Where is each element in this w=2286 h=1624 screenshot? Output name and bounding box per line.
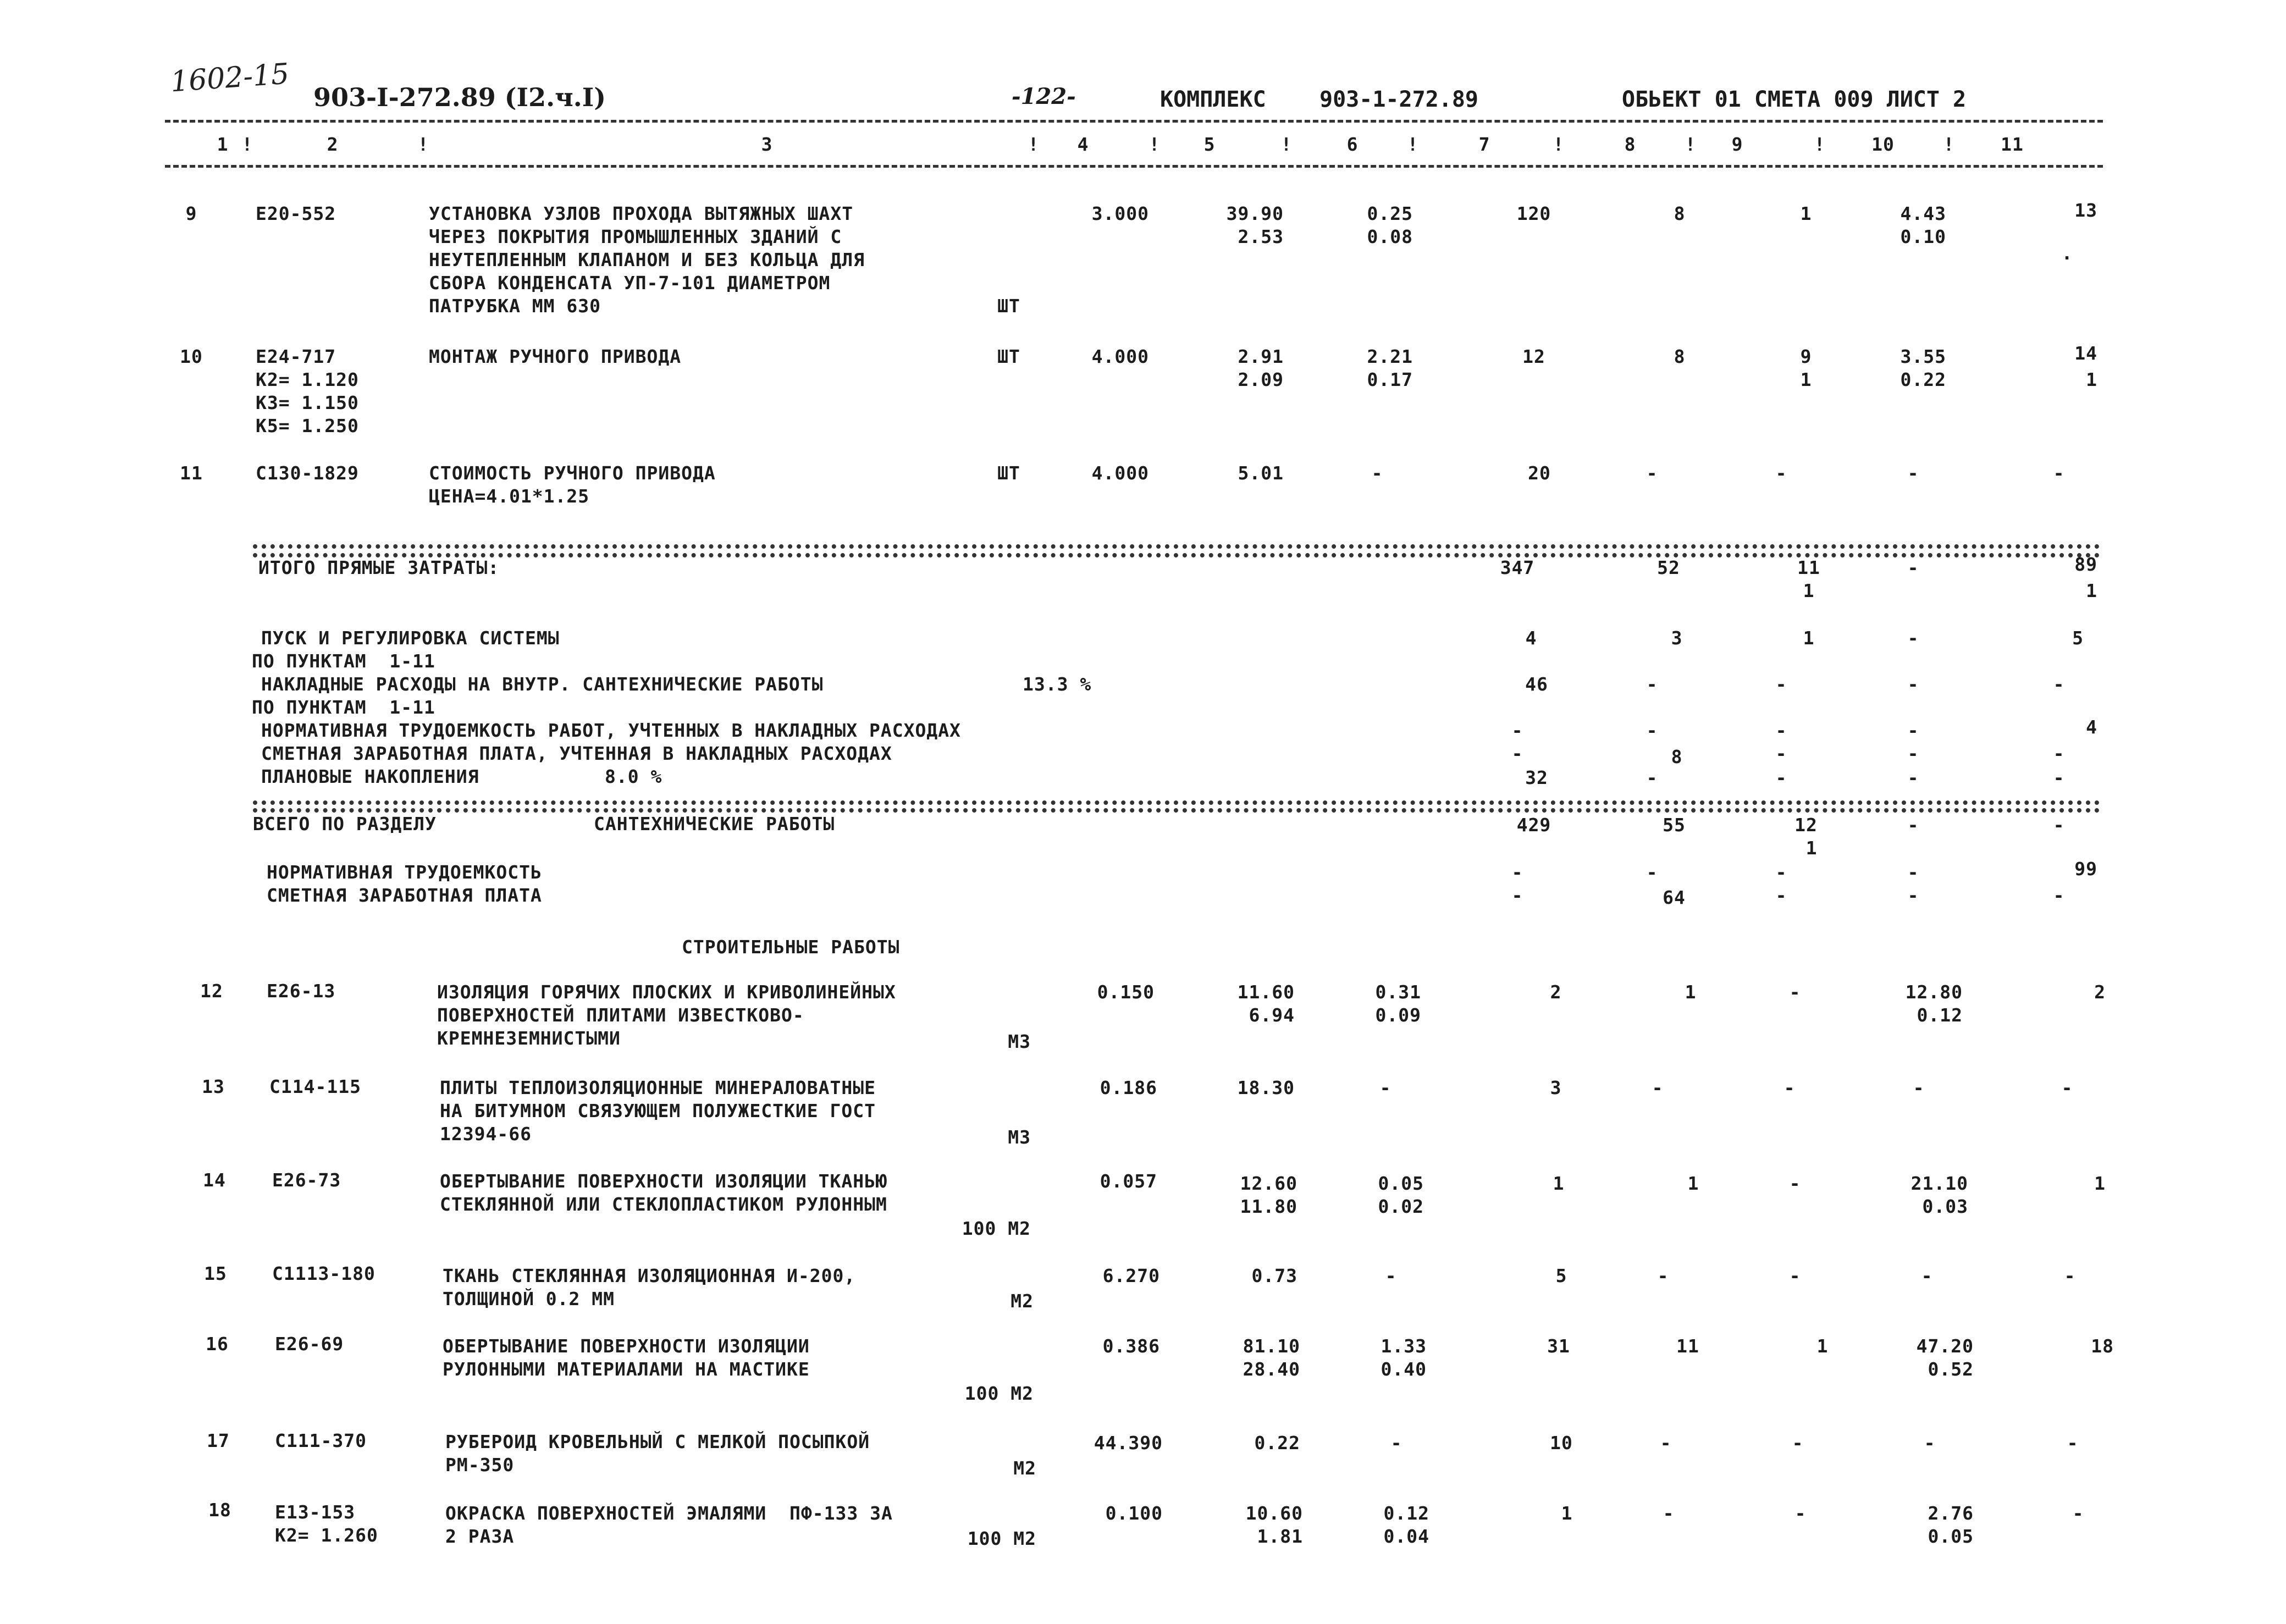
header-rule-top [165,120,2103,123]
unit: М2 [1013,1457,1036,1479]
rate-code: Е26-69 [275,1333,344,1355]
coefficient: К3= 1.150 [256,392,359,413]
work-description: СТОИМОСТЬ РУЧНОГО ПРИВОДА [429,462,716,484]
total-cost: 32 [1525,767,1548,788]
total-cost: 46 [1525,673,1548,695]
rate-code: Е26-13 [267,980,336,1002]
rate-code: Е20-552 [256,203,336,224]
machine-cost: - [1775,743,1787,764]
unit-price: 81.10 [1243,1335,1300,1357]
work-description: РУБЕРОИД КРОВЕЛЬНЫЙ С МЕЛКОЙ ПОСЫПКОЙ [445,1431,870,1452]
savings-percent: 8.0 % [605,766,662,787]
labor-value: - [1924,1432,1936,1454]
unit: 100 М2 [964,1383,1034,1404]
total-label: ИТОГО ПРЯМЫЕ ЗАТРАТЫ: [258,557,500,578]
work-description: НА БИТУМНОМ СВЯЗУЮЩЕМ ПОЛУЖЕСТКИЕ ГОСТ [440,1100,876,1122]
col11-value: - [2053,462,2065,484]
unit-price: 10.60 [1245,1503,1303,1524]
labor-value-2: 0.03 [1922,1196,1968,1217]
complex-code: 903-1-272.89 [1319,87,1478,112]
section-total-label: ВСЕГО ПО РАЗДЕЛУ [253,813,437,835]
machine-cost: 11 [1797,557,1820,578]
col11-value: - [2053,743,2065,764]
rate-code: С111-370 [275,1430,367,1451]
col-10: 10 [1871,134,1895,155]
machine-cost: 1 [1803,627,1815,649]
dotted-rule [253,544,2100,549]
machine-cost: 1 [1816,1335,1829,1357]
col6-value: 0.05 [1378,1173,1424,1194]
work-description: КРЕМНЕЗЕМНИСТЫМИ [437,1028,621,1049]
quantity: 44.390 [1094,1432,1163,1454]
col11-value: - [2067,1432,2079,1454]
total-cost: 1 [1553,1173,1565,1194]
dotted-rule [253,800,2100,805]
rate-code: Е26-73 [272,1169,341,1191]
machine-cost: - [1794,1503,1807,1524]
machine-cost: - [1789,981,1801,1003]
quantity: 0.386 [1102,1335,1160,1357]
unit-price: 39.90 [1226,203,1284,224]
rate-code: С130-1829 [256,462,359,484]
work-description: МОНТАЖ РУЧНОГО ПРИВОДА [429,346,682,367]
machine-cost: - [1789,1265,1801,1286]
unit-price: 0.22 [1254,1432,1300,1454]
machine-cost: - [1775,767,1787,788]
unit-price-wage: 6.94 [1249,1004,1295,1026]
quantity: 0.100 [1105,1503,1163,1524]
labor-value: - [1907,814,1919,836]
total-cost: 31 [1547,1335,1570,1357]
unit: ШТ [997,462,1020,484]
work-description: ОБЕРТЫВАНИЕ ПОВЕРХНОСТИ ИЗОЛЯЦИИ [443,1335,810,1357]
dotted-rule [253,808,2100,813]
total-cost: 4 [1525,627,1537,649]
labor-value: - [1913,1077,1925,1098]
startup-label: ПУСК И РЕГУЛИРОВКА СИСТЕМЫ [261,627,560,649]
col11-value: - [2061,1077,2073,1098]
machine-cost: 1 [1800,203,1812,224]
machine-cost: - [1783,1077,1796,1098]
wage-cost: 8 [1674,203,1686,224]
items-label: ПО ПУНКТАМ 1-11 [252,697,435,718]
machine-cost: 12 [1794,814,1818,836]
unit: ШТ [997,346,1020,367]
overhead-label: НАКЛАДНЫЕ РАСХОДЫ НА ВНУТР. САНТЕХНИЧЕСКИЕ РАБОТЫ [261,673,824,695]
work-description: ОКРАСКА ПОВЕРХНОСТЕЙ ЭМАЛЯМИ ПФ-133 ЗА [445,1503,893,1524]
col6-value-2: 0.40 [1381,1358,1427,1380]
wage-cost: - [1646,861,1658,883]
col6-value-2: 0.17 [1367,369,1413,390]
unit-price-wage: 11.80 [1240,1196,1297,1217]
unit: М3 [1008,1126,1031,1148]
unit: ШТ [997,295,1020,317]
machine-cost: - [1792,1432,1804,1454]
wage-cost: - [1646,720,1658,741]
labor-value-2: 0.10 [1900,226,1946,247]
norm-labor-label: НОРМАТИВНАЯ ТРУДОЕМКОСТЬ [267,861,542,883]
labor-value: - [1907,673,1919,695]
row-number: 10 [180,346,203,367]
total-cost: 1 [1561,1503,1573,1524]
unit: 100 М2 [967,1528,1036,1549]
total-cost: 12 [1522,346,1545,367]
price-formula: ЦЕНА=4.01*1.25 [429,485,590,507]
wage-label: СМЕТНАЯ ЗАРАБОТНАЯ ПЛАТА [267,885,542,906]
header-rule-bottom [165,165,2103,168]
unit-price: 18.30 [1237,1077,1295,1098]
col6-value: 0.25 [1367,203,1413,224]
norm-labor-label: НОРМАТИВНАЯ ТРУДОЕМКОСТЬ РАБОТ, УЧТЕННЫХ В НАКЛАДНЫХ РАСХОДАХ [261,720,961,741]
col11-value: 18 [2091,1335,2114,1357]
savings-label: ПЛАНОВЫЕ НАКОПЛЕНИЯ [261,766,479,787]
machine-cost: - [1789,1173,1801,1194]
coefficient: К2= 1.260 [275,1524,378,1546]
col-sep: ! [1553,134,1565,155]
work-description: 12394-66 [440,1123,532,1145]
labor-value: 2.76 [1928,1503,1974,1524]
wage-cost: - [1646,767,1658,788]
work-description: ПЛИТЫ ТЕПЛОИЗОЛЯЦИОННЫЕ МИНЕРАЛОВАТНЫЕ [440,1077,876,1098]
col-sep: ! [1148,134,1161,155]
unit-price-wage: 1.81 [1257,1526,1303,1547]
unit: М2 [1011,1290,1034,1312]
rate-code: С1113-180 [272,1263,376,1284]
labor-value: - [1907,720,1919,741]
machine-cost: - [1775,673,1787,695]
wage-cost: - [1646,673,1658,695]
col6-value: 0.31 [1375,981,1421,1003]
col-sep: ! [1028,134,1040,155]
col-9: 9 [1731,134,1743,155]
coefficient: К2= 1.120 [256,369,359,390]
labor-value: 21.10 [1910,1173,1968,1194]
section-name: САНТЕХНИЧЕСКИЕ РАБОТЫ [594,813,835,835]
total-cost: - [1511,861,1523,883]
col11-value: - [2064,1265,2076,1286]
col-sep: ! [417,134,429,155]
quantity: 0.057 [1100,1170,1157,1192]
col11-value: - [2053,814,2065,836]
col-sep: ! [1685,134,1697,155]
labor-value: - [1921,1265,1933,1286]
col6-value-2: 0.02 [1378,1196,1424,1217]
unit-price-wage: 2.09 [1238,369,1284,390]
col6-value: - [1390,1432,1402,1454]
col11-value: - [2053,767,2065,788]
wage-cost: - [1652,1077,1664,1098]
quantity: 0.186 [1100,1077,1157,1098]
unit-price-wage: 28.40 [1243,1358,1300,1380]
col11-value: - [2053,885,2065,906]
work-description: ТОЛЩИНОЙ 0.2 ММ [443,1288,615,1310]
col-sep: ! [1943,134,1955,155]
unit: М3 [1008,1031,1031,1052]
labor-value: - [1907,861,1919,883]
machine-cost-2: 1 [1800,369,1812,390]
col11-value: 14 [2074,343,2097,364]
labor-value: - [1907,627,1919,649]
wage-cost: 55 [1663,814,1686,836]
row-number: 12 [200,980,223,1002]
col11-value-2: 1 [2086,369,2097,390]
total-cost: 120 [1516,203,1551,224]
col11-value-2: 1 [2086,580,2097,601]
total-cost: 10 [1550,1432,1573,1454]
dotted-rule [253,553,2100,557]
labor-value: 12.80 [1905,981,1963,1003]
col6-value: 0.12 [1383,1503,1429,1524]
wage-cost: 64 [1663,887,1686,908]
col-sep: ! [241,134,253,155]
section-title: СТРОИТЕЛЬНЫЕ РАБОТЫ [682,936,900,958]
labor-value-2: 0.22 [1900,369,1946,390]
wage-cost: 1 [1687,1173,1699,1194]
wage-cost: 8 [1671,746,1683,767]
col11-value: 89 [2074,554,2097,575]
work-description: ИЗОЛЯЦИЯ ГОРЯЧИХ ПЛОСКИХ И КРИВОЛИНЕЙНЫХ [437,981,896,1003]
overhead-percent: 13.3 % [1023,673,1092,695]
work-description: РМ-350 [445,1454,515,1476]
col11-value: 5 [2072,627,2084,649]
quantity: 4.000 [1091,346,1149,367]
quantity: 4.000 [1091,462,1149,484]
col-6: 6 [1346,134,1359,155]
row-number: 14 [203,1169,226,1191]
work-description: ПОВЕРХНОСТЕЙ ПЛИТАМИ ИЗВЕСТКОВО- [437,1004,804,1026]
col6-value: 2.21 [1367,346,1413,367]
col-5: 5 [1203,134,1216,155]
labor-value: - [1907,743,1919,764]
unit-price: 5.01 [1238,462,1284,484]
col-4: 4 [1077,134,1089,155]
labor-value-2: 0.52 [1928,1358,1974,1380]
labor-value: - [1907,557,1919,578]
col11-value: - [2072,1503,2084,1524]
wage-cost: - [1646,462,1658,484]
wage-cost: - [1657,1265,1669,1286]
unit-price-wage: 2.53 [1238,226,1284,247]
col11-value: 2 [2094,981,2106,1003]
wage-cost: - [1660,1432,1672,1454]
total-cost: 429 [1516,814,1551,836]
quantity: 6.270 [1102,1265,1160,1286]
total-cost: - [1511,720,1523,741]
wage-cost: - [1663,1503,1675,1524]
object-info: ОБЬЕКТ 01 СМЕТА 009 ЛИСТ 2 [1622,87,1967,112]
labor-value: 3.55 [1900,346,1946,367]
wage-cost: 11 [1676,1335,1699,1357]
col-1: 1 [217,134,229,155]
total-cost: 3 [1550,1077,1562,1098]
unit-price: 0.73 [1251,1265,1297,1286]
machine-cost-2: 1 [1805,837,1818,859]
col-8: 8 [1624,134,1636,155]
col-7: 7 [1478,134,1490,155]
unit: 100 М2 [962,1218,1031,1239]
work-description: 2 РАЗА [445,1526,515,1547]
labor-value: 4.43 [1900,203,1946,224]
row-number: 17 [207,1430,230,1451]
machine-cost: - [1775,720,1787,741]
col6-value-2: 0.08 [1367,226,1413,247]
col11-value: 1 [2094,1173,2106,1194]
quantity: 0.150 [1097,981,1155,1003]
total-cost: - [1511,885,1523,906]
col11-value: 13 [2074,200,2097,221]
wage-label: СМЕТНАЯ ЗАРАБОТНАЯ ПЛАТА, УЧТЕННАЯ В НАКЛАДНЫХ РАСХОДАХ [261,743,892,764]
unit-price: 2.91 [1238,346,1284,367]
document-code: 903-I-272.89 (I2.ч.I) [313,82,606,112]
col-sep: ! [1814,134,1826,155]
col6-value: - [1379,1077,1392,1098]
row-number: 11 [180,462,203,484]
row-number: 13 [202,1076,225,1097]
estimate-sheet: 1602-15 903-I-272.89 (I2.ч.I) -122- КОМПЛЕКС 903-1-272.89 ОБЬЕКТ 01 СМЕТА 009 ЛИСТ 2 1 2 3 4 5 6 7 8 9 10 11 ! ! ! ! ! ! ! ! ! ! 9 Е20-552 УСТАНОВКА УЗЛОВ ПРОХОДА ВЫТЯЖНЫХ ШАХТ ЧЕРЕЗ ПОКРЫТИЯ ПРОМЫШЛЕННЫХ ЗДАНИЙ С НЕУТЕПЛЕННЫМ КЛАПАНОМ И БЕЗ КОЛЬЦА ДЛЯ СБОРА КОНДЕНСАТА УП-7-101 ДИАМЕТРОМ ПАТРУБКА ММ 630 ШТ 3.000 39.90 2.53 0.25 0.08 120 8 1 4.43 0.10 13 . 10 Е24-717 К2= 1.120 К3= 1.150 К5= 1.250 МОНТАЖ РУЧНОГО ПРИВОДА ШТ 4.000 2.91 2.09 2.21 0.17 12 8 9 1 3.55 0.22 14 1 11 С130-1829 СТОИМОСТЬ РУЧНОГО ПРИВОДА ЦЕНА=4.01*1.25 ШТ 4.000 5.01 - 20 - - - - ИТОГО ПРЯМЫЕ ЗАТРАТЫ: 347 52 11 1 - 89 1 ПУСК И РЕГУЛИРОВКА СИСТЕМЫ ПО ПУНКТАМ 1-11 4 3 1 - 5 НАКЛАДНЫЕ РАСХОДЫ НА ВНУТР. САНТЕХНИЧЕСКИЕ РАБОТЫ 13.3 % ПО ПУНКТАМ 1-11 46 - - - - НОРМАТИВНАЯ ТРУДОЕМКОСТЬ РАБОТ, УЧТЕННЫХ В НАКЛАДНЫХ РАСХОДАХ - - - - 4 СМЕТНАЯ ЗАРАБОТНАЯ ПЛАТА, УЧТЕННАЯ В НАКЛАДНЫХ РАСХОДАХ - 8 - - - ПЛАНОВЫЕ НАКОПЛЕНИЯ 8.0 % 32 - - - - ВСЕГО ПО РАЗДЕЛУ САНТЕХНИЧЕСКИЕ РАБОТЫ 429 55 12 1 - - НОРМАТИВНАЯ ТРУДОЕМКОСТЬ - - - - 99 СМЕТНАЯ ЗАРАБОТНАЯ ПЛАТА - 64 - - - СТРОИТЕЛЬНЫЕ РАБОТЫ 12 Е26-13 ИЗОЛЯЦИЯ ГОРЯЧИХ ПЛОСКИХ И КРИВОЛИНЕЙНЫХ ПОВЕРХНОСТЕЙ ПЛИТАМИ ИЗВЕСТКОВО- КРЕМНЕЗЕМНИСТЫМИ М3 0.150 11.60 6.94 0.31 0.09 2 1 - 12.80 0.12 2 13 С114-115 ПЛИТЫ ТЕПЛОИЗОЛЯЦИОННЫЕ МИНЕРАЛОВАТНЫЕ НА БИТУМНОМ СВЯЗУЮЩЕМ ПОЛУЖЕСТКИЕ ГОСТ 12394-66 М3 0.186 18.30 - 3 - - - - 14 Е26-73 ОБЕРТЫВАНИЕ ПОВЕРХНОСТИ ИЗОЛЯЦИИ ТКАНЬЮ СТЕКЛЯННОЙ ИЛИ СТЕКЛОПЛАСТИКОМ РУЛОННЫМ 100 М2 0.057 12.60 11.80 0.05 0.02 1 1 - 21.10 0.03 1 15 С1113-180 ТКАНЬ СТЕКЛЯННАЯ ИЗОЛЯЦИОННАЯ И-200, ТОЛЩИНОЙ 0.2 ММ М2 6.270 0.73 - 5 - - - - 16 Е26-69 ОБЕРТЫВАНИЕ ПОВЕРХНОСТИ ИЗОЛЯЦИИ РУЛОННЫМИ МАТЕРИАЛАМИ НА МАСТИКЕ 100 М2 0.386 81.10 28.40 1.33 0.40 31 11 1 47.20 0.52 18 17 С111-370 РУБЕРОИД КРОВЕЛЬНЫЙ С МЕЛКОЙ ПОСЫПКОЙ РМ-350 М2 44.390 0.22 - 10 - - - - 18 Е13-153 К2= 1.260 ОКРАСКА ПОВЕРХНОСТЕЙ ЭМАЛЯМИ ПФ-133 ЗА 2 РАЗА 100 М2 0.100 10.60 1.81 0.12 0.04 1 - - 2.76 0.05 - [0,0,2286,1624]
total-cost: 5 [1555,1265,1567,1286]
machine-cost-2: 1 [1803,580,1815,601]
row-number: 18 [208,1499,231,1521]
col11-value: 99 [2074,858,2097,880]
col6-value: - [1371,462,1383,484]
col6-value-2: 0.04 [1383,1526,1429,1547]
col-3: 3 [761,134,773,155]
rate-code: Е24-717 [256,346,336,367]
labor-value: - [1907,767,1919,788]
col11-value: - [2053,673,2065,695]
col-2: 2 [327,134,339,155]
complex-label: КОМПЛЕКС [1160,87,1266,112]
labor-value: - [1907,462,1919,484]
wage-cost: 52 [1657,557,1680,578]
machine-cost: - [1775,462,1787,484]
machine-cost: - [1775,861,1787,883]
page-number: -122- [1012,84,1076,109]
col11-value: 4 [2086,716,2097,738]
labor-value: 47.20 [1916,1335,1974,1357]
items-label: ПО ПУНКТАМ 1-11 [252,650,435,672]
wage-cost: 8 [1674,346,1686,367]
unit-price: 11.60 [1237,981,1295,1003]
col-sep: ! [1280,134,1293,155]
total-cost: 347 [1500,557,1535,578]
handwritten-sheet-number: 1602-15 [169,57,290,99]
machine-cost: - [1775,885,1787,906]
work-description: ТКАНЬ СТЕКЛЯННАЯ ИЗОЛЯЦИОННАЯ И-200, [443,1265,856,1286]
machine-cost: 9 [1800,346,1812,367]
row-number: 9 [185,203,197,224]
col11-mark: . [2061,242,2073,264]
col6-value-2: 0.09 [1375,1004,1421,1026]
col6-value: - [1385,1265,1397,1286]
work-description: ОБЕРТЫВАНИЕ ПОВЕРХНОСТИ ИЗОЛЯЦИИ ТКАНЬЮ [440,1170,887,1192]
col6-value: 1.33 [1381,1335,1427,1357]
rate-code: С114-115 [269,1076,361,1097]
unit-price: 12.60 [1240,1173,1297,1194]
labor-value-2: 0.12 [1917,1004,1963,1026]
total-cost: - [1511,743,1523,764]
wage-cost: 1 [1685,981,1697,1003]
labor-value-2: 0.05 [1928,1526,1974,1547]
row-number: 16 [206,1333,229,1355]
wage-cost: 3 [1671,627,1683,649]
col-11: 11 [2001,134,2024,155]
total-cost: 20 [1528,462,1551,484]
rate-code: Е13-153 [275,1501,356,1523]
quantity: 3.000 [1091,203,1149,224]
col-sep: ! [1407,134,1419,155]
total-cost: 2 [1550,981,1562,1003]
coefficient: К5= 1.250 [256,415,359,437]
work-description: РУЛОННЫМИ МАТЕРИАЛАМИ НА МАСТИКЕ [443,1358,810,1380]
work-description: СТЕКЛЯННОЙ ИЛИ СТЕКЛОПЛАСТИКОМ РУЛОННЫМ [440,1194,887,1215]
row-number: 15 [204,1263,227,1284]
labor-value: - [1907,885,1919,906]
